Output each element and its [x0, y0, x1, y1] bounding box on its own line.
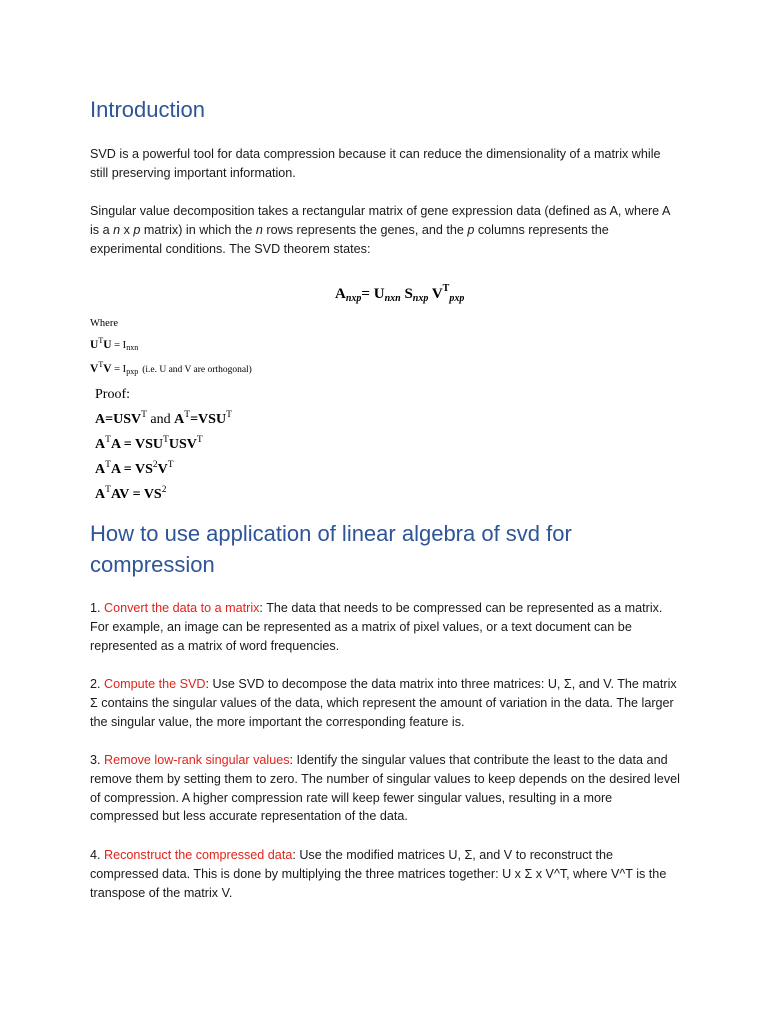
step-4-title: Reconstruct the compressed data — [104, 848, 293, 862]
proof-line-3: $A^TA = VS^2V^T$ — [95, 460, 174, 477]
proof-line-1: $A=USV^T$ and $A^T=VSU^T$ — [95, 410, 232, 427]
where-line-v: $V^TV = I_{pxp}$ (i.e. U and V are orthogonal) — [90, 360, 252, 376]
intro-paragraph-1: SVD is a powerful tool for data compression because it can reduce the dimensionality of a matrix while still preserving important information. — [90, 147, 661, 180]
step-2-paragraph: 2. Compute the SVD: Use SVD to decompose the data matrix into three matrices: U, Σ, and V. The matrix Σ contains the singular values of the data, which represent the amount of variation in the data. The larger the singular value, the more important the corresponding feature is. — [90, 677, 677, 729]
where-label: Where — [90, 318, 118, 329]
proof-line-2: $A^TA = VSU^TUSV^T$ — [95, 435, 203, 452]
step-3-title: Remove low-rank singular values — [104, 753, 290, 767]
proof-line-4: $A^TAV = VS^2$ — [95, 485, 167, 502]
svd-theorem-equation: $A_{nxp}= U_{nxn}$ $S_{nxp}$ $V^T_{pxp}$ — [335, 283, 465, 304]
introduction-heading: Introduction — [90, 97, 205, 122]
step-4-paragraph: 4. Reconstruct the compressed data: Use the modified matrices U, Σ, and V to reconstruct the compressed data. This is done by multiplying the three matrices together: U x Σ x V^T, where V^T is the transpose of the matrix V. — [90, 848, 667, 900]
step-1-paragraph: 1. Convert the data to a matrix: The data that needs to be compressed can be represented as a matrix. For example, an image can be represented as a matrix of pixel values, or a text document can be represented as a matrix of word frequencies. — [90, 601, 663, 653]
step-2-title: Compute the SVD — [104, 677, 206, 691]
intro-paragraph-2: Singular value decomposition takes a rectangular matrix of gene expression data (defined as A, where A is a n x p matrix) in which the n rows represents the genes, and the p columns represents the experimental conditions. The SVD theorem states: — [90, 204, 670, 256]
howto-heading: How to use application of linear algebra of svd for compression — [90, 521, 572, 577]
step-3-paragraph: 3. Remove low-rank singular values: Identify the singular values that contribute the least to the data and remove them by setting them to zero. The number of singular values to keep depends on the desired level of compression. A higher compression rate will keep fewer singular values, resulting in a more compressed but less accurate representation of the data. — [90, 753, 680, 824]
where-block — [90, 315, 252, 380]
where-line-u: $U^TU = I_{nxn}$ — [90, 336, 139, 352]
step-1-title: Convert the data to a matrix — [104, 601, 260, 615]
proof-title: Proof: — [95, 387, 130, 402]
proof-block — [95, 385, 232, 505]
